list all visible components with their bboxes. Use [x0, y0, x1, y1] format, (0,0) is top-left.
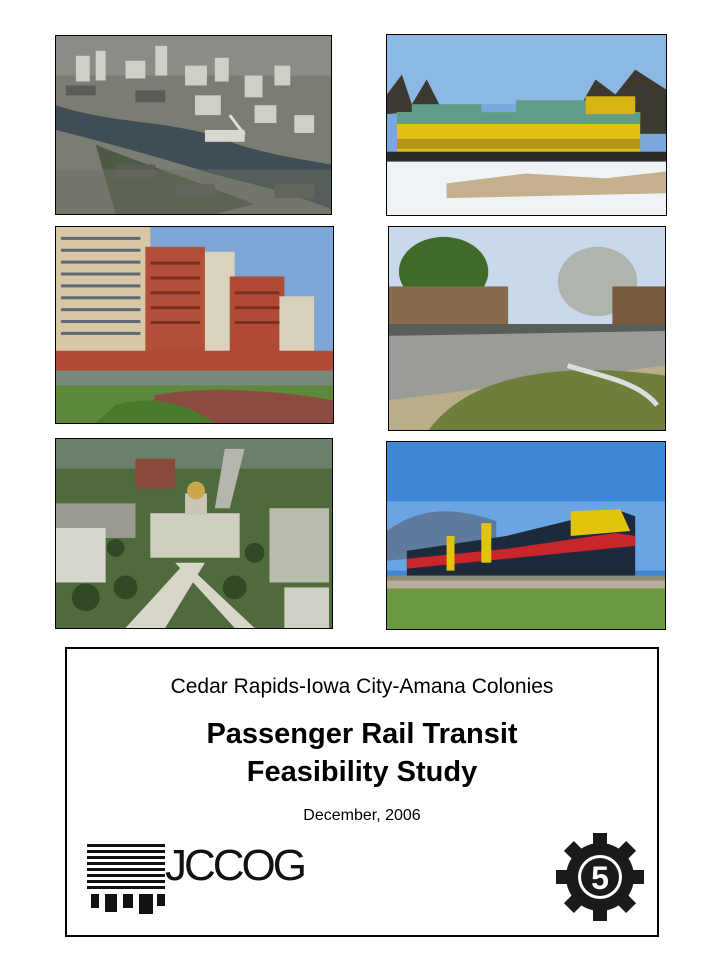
gear-icon: [555, 832, 645, 922]
village-street-photo: [388, 226, 666, 431]
jccog-wordmark: JCCOG: [165, 841, 304, 890]
title-panel: [65, 647, 659, 937]
cover-title-line-2: Feasibility Study: [246, 756, 478, 788]
jccog-logo: [87, 842, 317, 918]
yellow-locomotives-photo: [386, 34, 667, 216]
hotel-building-photo: [55, 226, 334, 424]
five-seasons-digit: 5: [591, 860, 609, 896]
cover-title-line-1: Passenger Rail Transit: [206, 718, 518, 750]
five-seasons-logo: [555, 832, 645, 922]
cover-title: [67, 715, 657, 791]
aerial-city-river-photo: [55, 35, 332, 215]
jccog-stripes-icon: [87, 842, 167, 918]
campus-aerial-photo: [55, 438, 333, 629]
cover-subtitle: Cedar Rapids-Iowa City-Amana Colonies: [170, 675, 554, 698]
freight-train-photo: [386, 441, 666, 630]
cover-date: December, 2006: [303, 807, 421, 824]
